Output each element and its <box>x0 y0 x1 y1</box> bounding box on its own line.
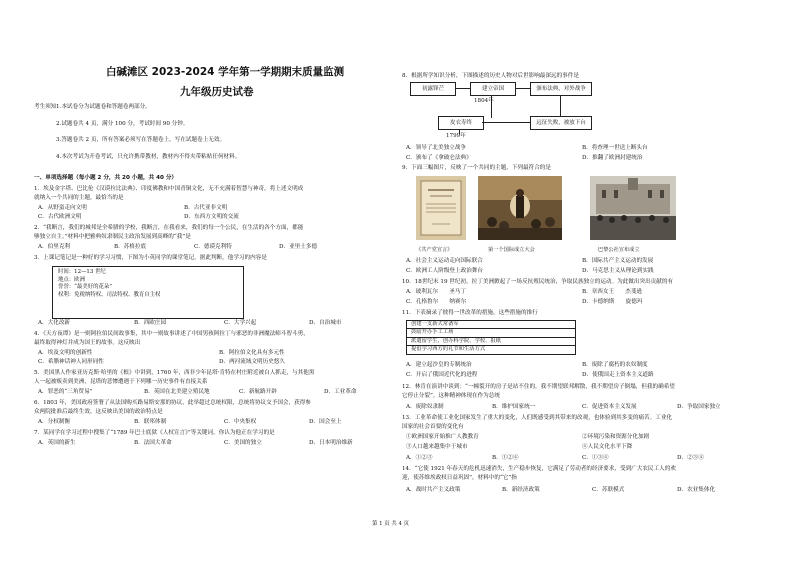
flow-line <box>560 96 561 118</box>
q12-line-2: 它停止分裂”。这种精神体现在作为总统 <box>402 393 500 399</box>
q13-line-1: 13．工业革命使工业化国家发生了重大的变化，人们既感受到其带来的改观，也体验到其多变的痛苦。工业化 <box>402 415 673 421</box>
q8-option: A．领导了北美独立战争 <box>406 145 466 151</box>
q4-option: C．希腊神话神人同形同性 <box>38 359 104 365</box>
q10-option: B．章西女王 杰斐逊 <box>582 289 643 295</box>
flow-arrow <box>482 122 530 123</box>
image-caption: 第一个国际成立大会 <box>488 247 535 253</box>
note-line: 时间：12—13 世纪 <box>58 269 106 275</box>
q11-option: C．开启了俄国近代化的进程 <box>406 372 478 378</box>
notice-1: 1.本试卷分为试题卷和答题卷两部分。 <box>56 104 151 110</box>
q13-item: ④人民文化水平下降 <box>582 444 633 450</box>
q7-stem: 7．某同学在学习过程中搜集了“1789 年巴士底狱《人权宣言》”等关键词，你认为他正在学习的是 <box>34 430 275 436</box>
exam-title: 白碱滩区 2023-2024 学年第一学期期末质量监测 <box>106 66 345 78</box>
image-caption: 巴黎公社宣布成立 <box>598 247 640 253</box>
q13-option: B．①②④ <box>492 455 519 461</box>
q4-line-1: 4．《天方夜谭》是一则阿拉伯民间故事集，其中一则故事讲述了中国男孩阿拉丁与邪恶的非洲魔法师斗智斗勇， <box>34 331 309 337</box>
q2-option: C．德谟克利特 <box>194 244 232 250</box>
note-line: 地点：欧洲 <box>58 276 85 283</box>
note-line: 权利：免税纳特权、司法特权、教育自主权 <box>58 291 161 298</box>
q1-option: A．从野蛮走向文明 <box>38 205 87 211</box>
q12-option: B．维护国家统一 <box>492 404 536 410</box>
notice-4: 4.本次考试为开卷考试，只允许携带教材，教材内不得夹带粘贴任何材料。 <box>56 154 241 160</box>
q5-line-1: 5．美国黑人作家亚历克斯·哈里的《根》中讲到，1760 年，西非少年昆塔·肯特在村庄附近被白人抓走，与其他黑 <box>34 370 315 376</box>
q2-option: D．亚里士多德 <box>279 244 318 250</box>
q5-option: A．罪恶的“三角贸易” <box>38 389 93 395</box>
q3-option: B．西欧庄园 <box>134 320 167 326</box>
q3-option: D．自治城市 <box>309 320 342 326</box>
q13-line-2: 国家的社会首要的变化有 <box>402 424 464 430</box>
q3-stem: 3．上课记笔记是一种好的学习习惯，下图为小英同学的课堂笔记，据此判断，他学习的内容是 <box>34 255 267 261</box>
flow-arrow <box>516 88 530 89</box>
q6-option: C．中央集权 <box>224 419 257 425</box>
q3-option: A．大化改新 <box>38 320 71 326</box>
manifesto-cover-image <box>416 176 466 240</box>
q11-option: A．建立起沙皇的专制统治 <box>406 362 472 368</box>
q2-option: A．伯里克利 <box>38 244 71 250</box>
section-heading: 一、单项选择题（每小题 2 分，共 20 小题，共 40 分） <box>34 175 178 181</box>
flow-box: 建立帝国 <box>470 82 516 96</box>
flow-box: 颁布法典，对外战争 <box>530 82 592 96</box>
q10-option: A．玻利瓦尔 圣马丁 <box>406 289 466 295</box>
q14-line-1: 14．“它使 1921 年春天的危机迅速消失，生产稳步恢复，它满足了劳动者的经济要求，受到广大农民工人的欢 <box>402 466 676 472</box>
q13-option: D．②③④ <box>677 455 704 461</box>
flow-arrow <box>456 88 470 89</box>
q12-option: A．废除奴隶制 <box>406 404 444 410</box>
q6-line-2: 众两院批准后最终生效。这反映出美国的政治特点是 <box>34 409 163 415</box>
page-footer: 第 1 页 共 4 页 <box>372 521 409 527</box>
q9-stem: 9．下面三幅图片，反映了一个共同的主题，下列最符合的是 <box>402 165 551 171</box>
q14-option: B．新经济政策 <box>502 487 540 493</box>
q8-option: D．推翻了欧洲封建统治 <box>582 155 643 161</box>
notice-2: 2.试题卷共 4 页，满分 100 分，考试时间 90 分钟。 <box>56 121 189 127</box>
q4-option: B．阿拉伯文化具有多元性 <box>219 350 285 356</box>
flow-box: 皮衣寿终 <box>438 116 484 130</box>
q9-option: A．社会主义运动走向国际联合 <box>406 258 483 264</box>
q1-line-2: 就纳入一个共同的主题，最恰当的是 <box>34 195 124 201</box>
q1-option: D．东西方文明的交流 <box>184 214 239 220</box>
q7-option: A．英国的新生 <box>38 440 76 446</box>
q1-option: B．古代亚非文明 <box>184 205 228 211</box>
q14-option: C．苏联模式 <box>592 487 625 493</box>
class-note-box <box>52 266 244 319</box>
q12-line-1: 12．林肯在演讲中谈到：“一幢裂开的房子是站不住的。我不期望联邦解散，我不期望房子倒塌，但我的确希望 <box>402 384 675 390</box>
q9-option: C．欧洲工人阶级登上政治舞台 <box>406 268 483 274</box>
q9-option: D．马克思主义从理论到实践 <box>582 268 654 274</box>
image-caption: 《共产党宣言》 <box>416 247 453 253</box>
q6-option: A．分权制衡 <box>38 419 71 425</box>
q7-option: B．法国大革命 <box>134 440 172 446</box>
table-cell: 派遣留学生，创办科学院、学校、报纸 <box>407 337 576 345</box>
q10-stem: 10．18世纪末 19 世纪初，拉丁美洲掀起了一场反抗殖民统治，争取民族独立的运动。为此做出突出贡献的有 <box>402 279 674 285</box>
table-row <box>407 346 576 354</box>
q2-line-1: 2．“我断言，我们的城邦是全希腊的学校，我断言，在我看来，我们的每一个公民，在生活的各个方面，都能 <box>34 225 304 231</box>
q2-option: B．苏格拉底 <box>114 244 147 250</box>
q12-option: C．促进资本主义发展 <box>582 404 637 410</box>
q10-option: C．孔格鲁尔 纳赛尔 <box>406 299 467 305</box>
q5-option: C．新航路开辟 <box>239 389 277 395</box>
note-line: 誉誉：“最美好的花朵” <box>58 284 113 291</box>
table-row <box>407 321 576 329</box>
q1-option: C．古代欧洲文明 <box>38 214 82 220</box>
table-cell: 鼓励开办手工工场 <box>407 329 576 337</box>
notice-label: 考生须知： <box>34 104 62 110</box>
q1-line-1: 1．埃及金字塔、巴比伦《汉谟拉比法典》、印度佛教和中国青铜文化，无不充满着智慧与神奇。将上述文明成 <box>34 186 304 192</box>
q13-option: C．①③④ <box>582 455 609 461</box>
notice-3: 3.答题卷共 2 页，所有答案必须写在答题卷上，写在试题卷上无效。 <box>56 137 226 143</box>
q13-option: A．①②③ <box>406 455 433 461</box>
q6-option: B．联邦体制 <box>134 419 167 425</box>
flow-box: 初露锋芒 <box>410 82 456 96</box>
q3-option: C．大学兴起 <box>224 320 257 326</box>
q14-option: A．战时共产主义政策 <box>406 487 461 493</box>
q5-option: B．英国在北美建立殖民地 <box>144 389 210 395</box>
q11-stem: 11．下表摘录了彼得一世改革的措施，这些措施的推行 <box>402 310 538 316</box>
q13-item: ①欧洲国家开始推广人教教育 <box>406 434 479 440</box>
q13-item: ②环境污染和资源分化加剧 <box>582 434 650 440</box>
q6-option: D．国会至上 <box>309 419 342 425</box>
q6-line-1: 6．1803 年，美国政府签署了从法国购买路易斯安那的协议，此举超过总统权限，总统将协议交予国会，获得参 <box>34 400 311 406</box>
q13-item: ③人口越来越集中于城市 <box>406 444 468 450</box>
q5-option: D．工业革命 <box>324 389 357 395</box>
exam-subtitle: 九年级历史试卷 <box>180 86 254 98</box>
q4-line-2: 最终取得神灯并成为国王的故事。这反映出 <box>34 340 141 346</box>
paris-commune-image <box>590 176 676 240</box>
q11-option: D．使俄国走上资本主义道路 <box>582 372 654 378</box>
q8-stem: 8．根据所学知识分析，下图描述的历史人物对后世影响最深远的事件是 <box>402 73 579 79</box>
q7-option: D．日本明治维新 <box>309 440 353 446</box>
flow-year: 1799年 <box>446 133 466 139</box>
first-international-image <box>478 176 562 240</box>
q7-option: C．美国的独立 <box>224 440 262 446</box>
q14-option: D．农业集体化 <box>677 487 716 493</box>
reform-table <box>406 320 576 355</box>
table-row <box>407 329 576 337</box>
q8-option: C．颁布了《拿破仑法典》 <box>406 155 472 161</box>
flow-box: 远征失败，被放下台 <box>530 116 592 130</box>
q8-option: B．将查理一世送上断头台 <box>582 145 648 151</box>
q11-option: B．废除了腐朽的农奴制度 <box>582 362 648 368</box>
q4-option: D．两河流域文明历史悠久 <box>219 359 286 365</box>
q4-option: A．埃及文明的创新性 <box>38 350 93 356</box>
q5-line-2: 人一起被贩卖到美洲，昆塔的悲惨遭遇于下列哪一历史事件有直接关系 <box>34 379 208 385</box>
table-cell: 创建一支新式常备军 <box>407 321 576 329</box>
q12-option: D．争取国家独立 <box>677 404 721 410</box>
flow-year: 1804年 <box>474 98 494 104</box>
q10-option: D．卡德纳斯 旋德玛 <box>582 299 643 305</box>
q2-line-2: 够独立自主。”材料中把雅典奴隶制民主政治发展到高峰的“我”是 <box>34 234 191 240</box>
q14-line-2: 迎，使苏维埃政权日益巩固”，材料中的“它”指 <box>402 475 517 481</box>
table-cell: 提倡学习西方的礼节和生活方式 <box>407 346 576 354</box>
table-row <box>407 337 576 345</box>
q9-option: B．国际共产主义运动的发展 <box>582 258 654 264</box>
